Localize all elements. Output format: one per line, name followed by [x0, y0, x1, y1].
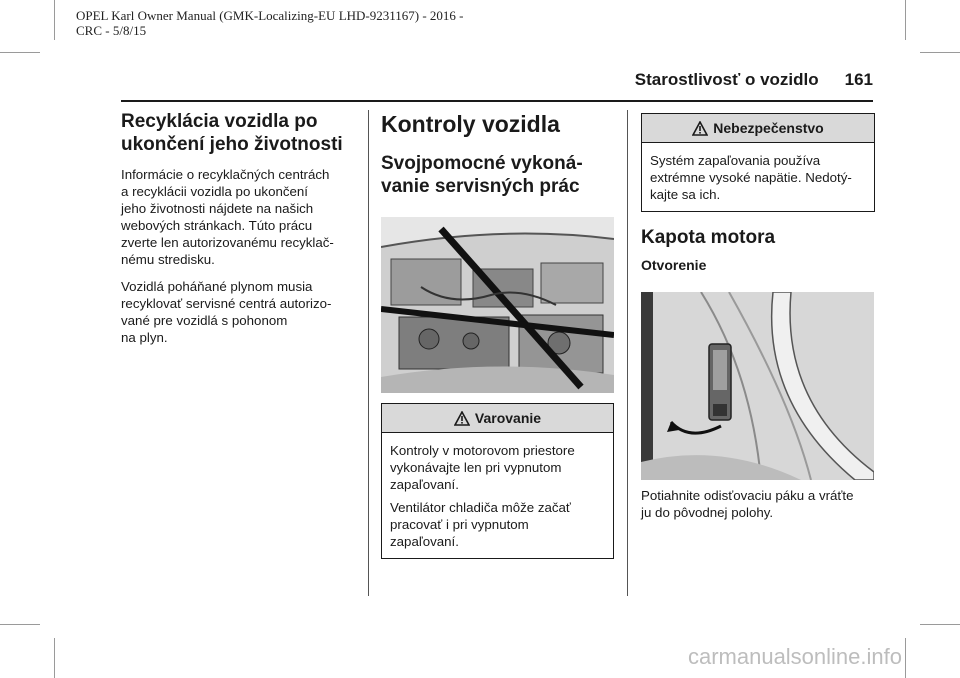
text-line: zapaľovaní.: [390, 534, 459, 549]
caution-title: Varovanie: [474, 410, 542, 426]
crop-mark: [920, 624, 960, 625]
column-bonnet: [641, 108, 875, 521]
text-line: ju do pôvodnej polohy.: [641, 505, 774, 520]
heading-line: Svojpomocné vykoná‐: [381, 153, 583, 174]
text-line: zverte len autorizovanému recyklač‐: [121, 235, 334, 250]
text-line: webových stránkach. Túto prácu: [121, 218, 313, 233]
column-divider: [368, 110, 369, 596]
illustration-caption: [641, 487, 875, 521]
text-line: extrémne vysoké napätie. Nedotý‐: [650, 170, 852, 185]
section-heading-recycling: [121, 110, 357, 156]
page-number: 161: [844, 70, 873, 89]
text-line: nému stredisku.: [121, 252, 215, 267]
bonnet-release-lever-illustration: [641, 292, 874, 480]
section-heading-bonnet: Kapota motora: [641, 227, 776, 248]
crop-mark: [905, 0, 906, 40]
text-line: Kontroly v motorovom priestore: [390, 443, 575, 458]
text-line: kajte sa ich.: [650, 187, 721, 202]
heading-line: Recyklácia vozidla po: [121, 111, 318, 132]
danger-title: Nebezpečenstvo: [713, 120, 824, 136]
chapter-title: Kontroly vozidla: [381, 111, 560, 137]
danger-box-body: [642, 143, 874, 211]
paragraph: [121, 166, 357, 268]
subheading-opening: Otvorenie: [641, 257, 707, 273]
crop-mark: [905, 638, 906, 678]
text-line: Informácie o recyklačných centrách: [121, 167, 330, 182]
print-info: [76, 8, 464, 38]
paragraph: [650, 152, 866, 203]
text-line: pracovať i pri vypnutom: [390, 517, 529, 532]
text-line: jeho životnosti nájdete na našich: [121, 201, 314, 216]
danger-box: [641, 113, 875, 212]
text-line: vané pre vozidlá s pohonom: [121, 313, 288, 328]
print-info-line: CRC - 5/8/15: [76, 23, 147, 38]
caution-box: [381, 403, 614, 559]
heading-line: ukončení jeho životnosti: [121, 134, 343, 155]
crop-mark: [0, 52, 40, 53]
text-line: Systém zapaľovania používa: [650, 153, 821, 168]
column-recycling: [121, 108, 357, 346]
paragraph: [390, 499, 605, 550]
text-line: a recyklácii vozidla po ukončení: [121, 184, 308, 199]
watermark: carmanualsonline.info: [687, 644, 902, 669]
text-line: na plyn.: [121, 330, 168, 345]
text-line: Ventilátor chladiča môže začať: [390, 500, 571, 515]
crop-mark: [920, 52, 960, 53]
crop-mark: [54, 0, 55, 40]
text-line: recyklovať servisné centrá autorizo‐: [121, 296, 332, 311]
caution-box-body: [382, 433, 613, 558]
text-line: vykonávajte len pri vypnutom: [390, 460, 562, 475]
section-title: Starostlivosť o vozidlo: [634, 70, 819, 89]
heading-line: vanie servisných prác: [381, 176, 580, 197]
danger-box-header: [642, 114, 874, 143]
crop-mark: [54, 638, 55, 678]
text-line: Vozidlá poháňané plynom musia: [121, 279, 313, 294]
paragraph: [121, 278, 357, 346]
caution-box-header: [382, 404, 613, 433]
column-vehicle-checks: [381, 108, 614, 559]
paragraph: [390, 442, 605, 493]
text-line: Potiahnite odisťovaciu páku a vráťte: [641, 488, 854, 503]
warning-triangle-icon: [692, 121, 708, 136]
text-line: zapaľovaní.: [390, 477, 459, 492]
warning-triangle-icon: [454, 411, 470, 426]
section-heading-self-service: [381, 152, 614, 198]
crop-mark: [0, 624, 40, 625]
engine-compartment-illustration: [381, 217, 614, 393]
column-divider: [627, 110, 628, 596]
print-info-line: OPEL Karl Owner Manual (GMK-Localizing-EU LHD-9231167) - 2016 -: [76, 8, 464, 23]
running-head: [635, 70, 873, 90]
header-rule: [121, 100, 873, 102]
